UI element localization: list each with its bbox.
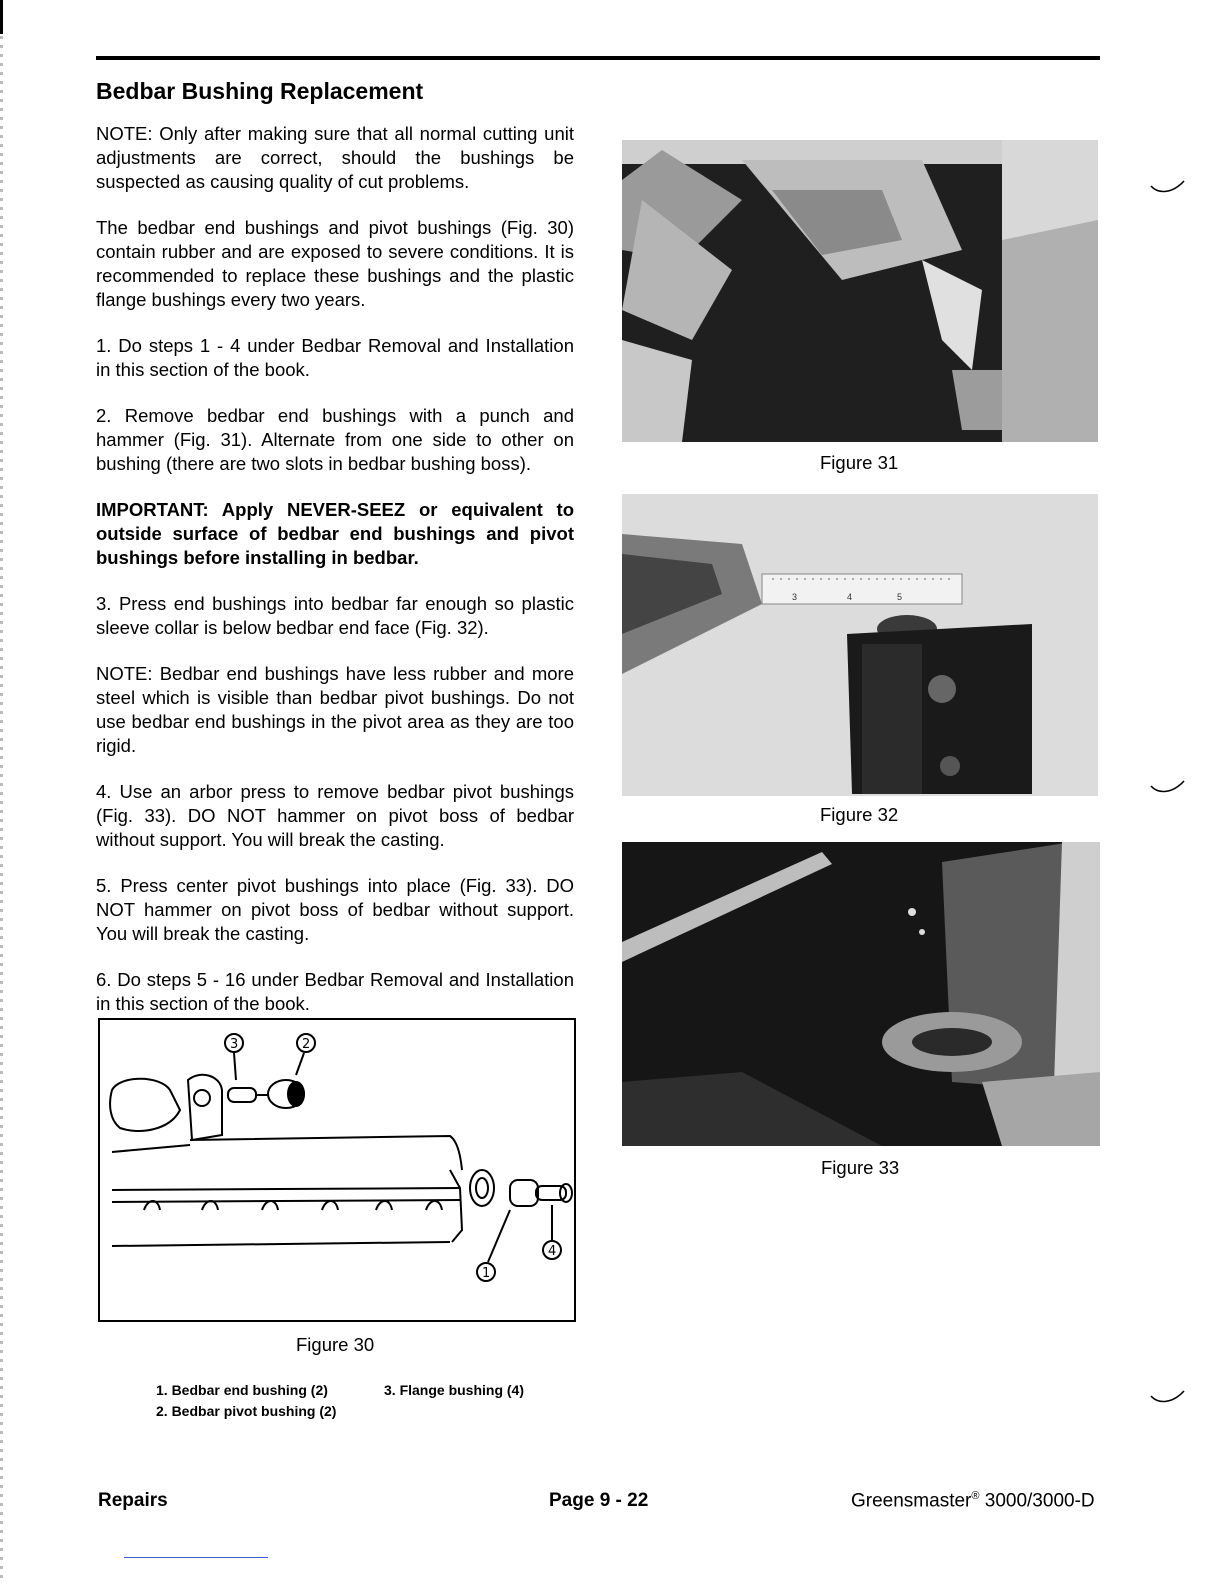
- figure-31-caption: Figure 31: [820, 452, 899, 473]
- figure-30-legend: [156, 1380, 525, 1422]
- step-4: 4. Use an arbor press to remove bedbar pivot bushings (Fig. 33). DO NOT hammer on pivot boss of bedbar without support. You will break the casting.: [96, 781, 574, 850]
- footer-section: Repairs: [98, 1490, 168, 1511]
- ruler-mark-3: 3: [792, 592, 798, 602]
- body-text: [96, 122, 574, 1038]
- header-rule: [96, 56, 1100, 60]
- figure-30-caption: Figure 30: [296, 1334, 375, 1355]
- section-title: Bedbar Bushing Replacement: [96, 78, 424, 104]
- callout-2: 2: [302, 1037, 311, 1052]
- margin-check-mark: [1150, 780, 1186, 796]
- scan-mark: [0, 0, 3, 34]
- note-paragraph: NOTE: Only after making sure that all normal cutting unit adjustments are correct, should the bushings be suspected as causing quality of cut problems.: [96, 123, 574, 192]
- figure-31-photo: [622, 140, 1098, 442]
- intro-paragraph: The bedbar end bushings and pivot bushings (Fig. 30) contain rubber and are exposed to severe conditions. It is recommended to replace these bushings and the plastic flange bushings every two years.: [96, 217, 574, 310]
- step-1: 1. Do steps 1 - 4 under Bedbar Removal and Installation in this section of the book.: [96, 335, 574, 380]
- figure-32-photo: [622, 494, 1098, 796]
- figure-33-photo: [622, 842, 1100, 1146]
- footer-page-number: Page 9 - 22: [549, 1490, 649, 1511]
- ruler-mark-5: 5: [897, 592, 903, 602]
- step-2: 2. Remove bedbar end bushings with a punch and hammer (Fig. 31). Alternate from one side to other on bushing (there are two slots in bedbar bushing boss).: [96, 405, 574, 474]
- figure-32-caption: Figure 32: [820, 804, 899, 825]
- footer-product: [851, 1490, 1095, 1512]
- registered-mark: ®: [971, 1490, 980, 1502]
- margin-check-mark: [1150, 1390, 1186, 1406]
- important-note: IMPORTANT: Apply NEVER-SEEZ or equivalent to outside surface of bedbar end bushings and pivot bushings before installing in bedbar.: [96, 499, 574, 568]
- scan-edge: [0, 0, 3, 1584]
- figure-30-diagram: [98, 1018, 576, 1322]
- callout-4: 4: [548, 1244, 557, 1259]
- callout-3: 3: [230, 1037, 239, 1052]
- step-6: 6. Do steps 5 - 16 under Bedbar Removal and Installation in this section of the book.: [96, 969, 574, 1014]
- product-model: 3000/3000-D: [979, 1490, 1095, 1512]
- note-paragraph-2: NOTE: Bedbar end bushings have less rubber and more steel which is visible than bedbar pivot bushings. Do not use bedbar end bushings in the pivot area as they are too rigid.: [96, 663, 574, 756]
- legend-item-2: 2. Bedbar pivot bushing (2): [156, 1403, 337, 1419]
- step-5: 5. Press center pivot bushings into place (Fig. 33). DO NOT hammer on pivot boss of bedbar without support. You will break the casting.: [96, 875, 574, 944]
- figure-33-caption: Figure 33: [821, 1157, 900, 1178]
- step-3: 3. Press end bushings into bedbar far enough so plastic sleeve collar is below bedbar end face (Fig. 32).: [96, 593, 574, 638]
- scan-artifact-line: [124, 1557, 268, 1558]
- ruler-mark-4: 4: [847, 592, 853, 602]
- margin-check-mark: [1150, 180, 1186, 196]
- product-brand: Greensmaster: [851, 1490, 972, 1512]
- legend-item-1: 1. Bedbar end bushing (2): [156, 1382, 328, 1398]
- callout-1: 1: [482, 1266, 491, 1281]
- legend-item-3: 3. Flange bushing (4): [384, 1382, 525, 1398]
